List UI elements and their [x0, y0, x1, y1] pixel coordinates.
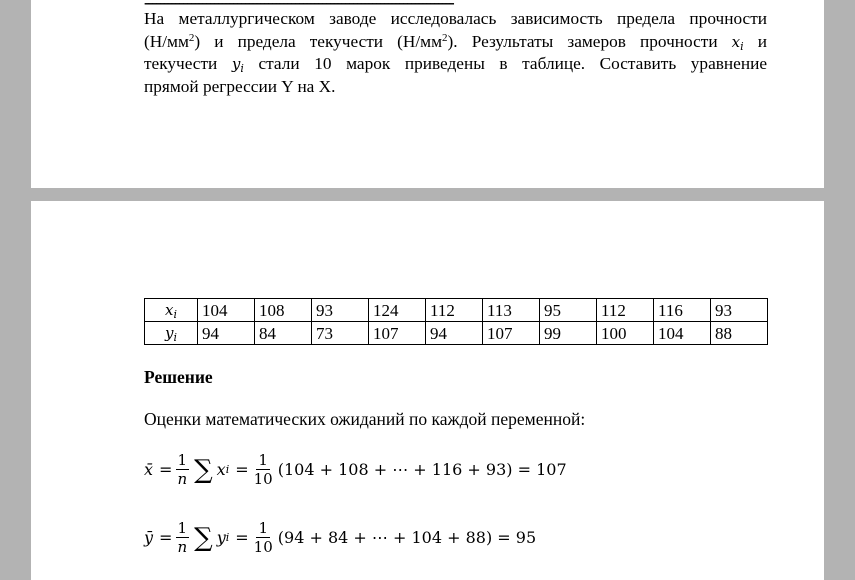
table-cell: 112 [426, 299, 483, 322]
formula-mean-x: x̄ = $\frac{1}{n}$ ∑ x i = $\frac{1}{10}$ (104 + 108 + ⋯ + 116 + 93) = 107 [144, 451, 567, 488]
problem-line-1: На металлургическом заводе исследовалась зависимость предела прочности [144, 9, 767, 28]
problem-line-3: текучести $y_i$ стали 10 марок приведены в таблице. Составить уравнение [144, 54, 767, 75]
table-row-x [145, 299, 768, 322]
table-cell: 95 [540, 299, 597, 322]
problem-line-4: прямой регрессии Y на X. [144, 76, 336, 96]
fraction: $\frac{1}{n}$ [177, 519, 188, 556]
table-cell: 93 [312, 299, 369, 322]
formula-mean-y: ȳ = $\frac{1}{n}$ ∑ y i = $\frac{1}{10}$ (94 + 84 + ⋯ + 104 + 88) = 95 [144, 519, 537, 556]
table-cell: 88 [711, 322, 768, 345]
sum-symbol: ∑ [194, 454, 213, 485]
fraction: $\frac{1}{n}$ [177, 451, 188, 488]
row-header-y: $y_i$ [145, 322, 198, 345]
table-cell: 116 [654, 299, 711, 322]
table-cell: 84 [255, 322, 312, 345]
problem-line-2: $(Н/мм^2)$ и предела текучести $(Н/мм^2)$. Результаты замеров прочности $x_i$ и [144, 31, 767, 53]
table-cell: 124 [369, 299, 426, 322]
table-row-y [145, 322, 768, 345]
table-cell: 104 [198, 299, 255, 322]
table-cell: 107 [483, 322, 540, 345]
table-cell: 104 [654, 322, 711, 345]
table-cell: 94 [198, 322, 255, 345]
row-header-x: $x_i$ [145, 299, 198, 322]
problem-statement [144, 8, 767, 98]
data-table [144, 298, 768, 345]
table-cell: 100 [597, 322, 654, 345]
document-page-2 [31, 201, 824, 580]
table-cell: 112 [597, 299, 654, 322]
table-cell: 93 [711, 299, 768, 322]
math-yi: $y_i$ [231, 55, 244, 75]
separator-line: -------------------------------------------------------------------------------- [144, 0, 453, 12]
fraction: $\frac{1}{10}$ [253, 519, 273, 556]
sum-symbol: ∑ [194, 522, 213, 553]
solution-heading: Решение [144, 367, 213, 387]
solution-intro: Оценки математических ожиданий по каждой переменной: [144, 409, 586, 429]
fraction: $\frac{1}{10}$ [253, 451, 273, 488]
table-cell: 107 [369, 322, 426, 345]
document-page-1 [31, 0, 824, 188]
table-cell: 73 [312, 322, 369, 345]
table-cell: 108 [255, 299, 312, 322]
table-cell: 113 [483, 299, 540, 322]
table-cell: 94 [426, 322, 483, 345]
math-xi: $x_i$ [731, 32, 744, 53]
table-cell: 99 [540, 322, 597, 345]
